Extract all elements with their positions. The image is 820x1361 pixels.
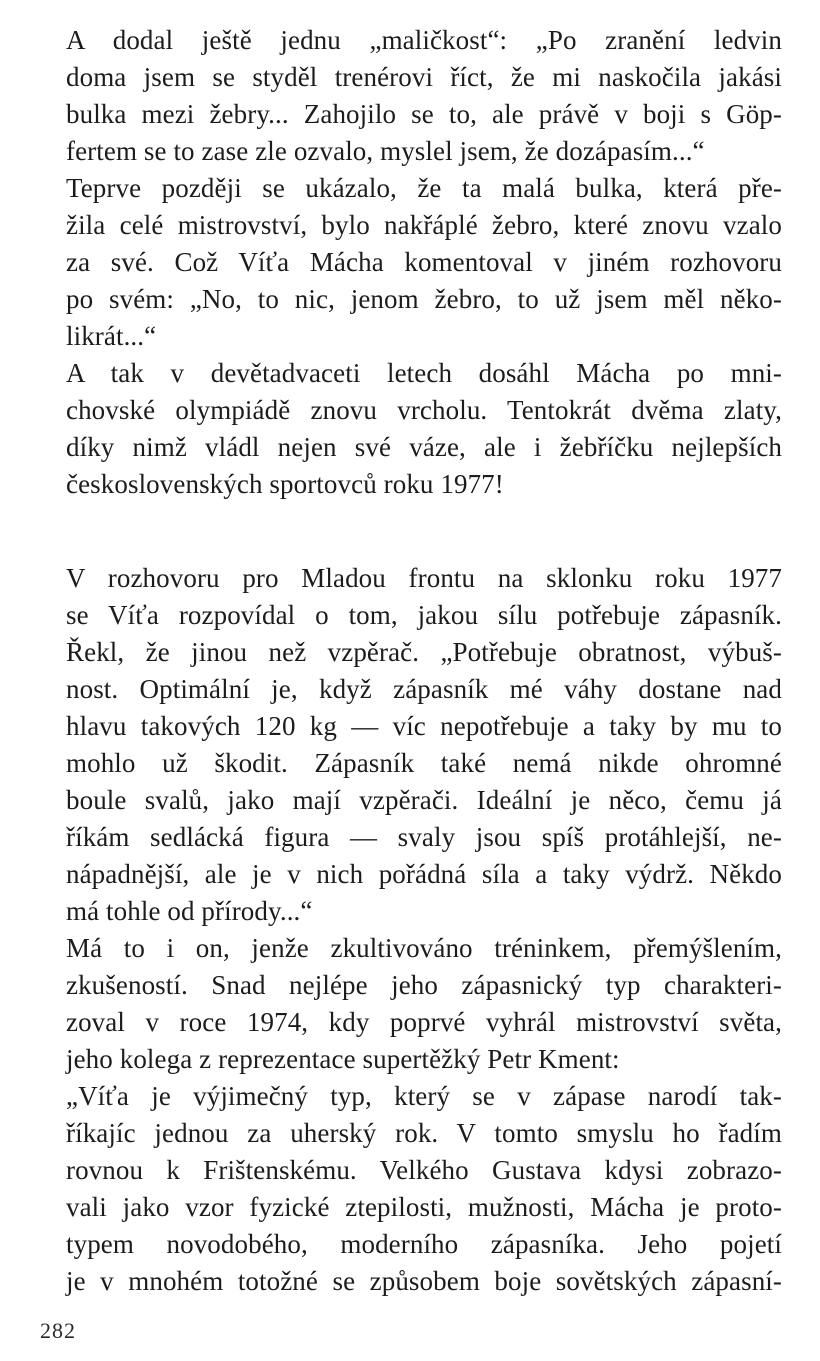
text-line: říkajíc jednou za uherský rok. V tomto smyslu ho řadím [66,1118,782,1148]
text-line: díky nimž vládl nejen své váze, ale i žebříčku nejlepších [66,432,782,462]
text-line: bulka mezi žebry... Zahojilo se to, ale právě v boji s Göp- [66,99,782,129]
text-line: má tohle od přírody...“ [66,896,313,926]
page-number: 282 [40,1318,76,1343]
text-line: hlavu takových 120 kg — víc nepotřebuje a taky by mu to [66,711,782,741]
text-line: doma jsem se styděl trenérovi říct, že mi naskočila jakási [66,62,782,92]
text-line: nápadnější, ale je v nich pořádná síla a taky výdrž. Někdo [66,859,782,889]
text-line: zoval v roce 1974, kdy poprvé vyhrál mistrovství světa, [66,1007,782,1037]
text-section-2 [66,560,782,1300]
text-line: rovnou k Frištenskému. Velkého Gustava kdysi zobrazo- [66,1155,782,1185]
text-line: V rozhovoru pro Mladou frontu na sklonku roku 1977 [66,563,782,593]
text-line: říkám sedlácká figura — svaly jsou spíš protáhlejší, ne- [66,822,782,852]
text-line: československých sportovců roku 1977! [66,469,504,499]
text-line: boule svalů, jako mají vzpěrači. Ideální je něco, čemu já [66,785,782,815]
text-line: chovské olympiádě znovu vrcholu. Tentokrát dvěma zlaty, [66,395,782,425]
text-line: po svém: „No, to nic, jenom žebro, to už jsem měl něko- [66,284,782,314]
text-line: typem novodobého, moderního zápasníka. Jeho pojetí [66,1229,782,1259]
text-line: Řekl, že jinou než vzpěrač. „Potřebuje obratnost, výbuš- [66,637,782,667]
text-line: je v mnohém totožné se způsobem boje sovětských zápasní- [66,1266,782,1296]
text-line: fertem se to zase zle ozvalo, myslel jsem, že dozápasím...“ [66,136,705,166]
text-line: zkušeností. Snad nejlépe jeho zápasnický typ charakteri- [66,970,782,1000]
text-line: „Víťa je výjimečný typ, který se v zápase narodí tak- [66,1081,782,1111]
text-line: mohlo už škodit. Zápasník také nemá nikde ohromné [66,748,782,778]
text-line: vali jako vzor fyzické ztepilosti, mužnosti, Mácha je proto- [66,1192,782,1222]
text-line: likrát...“ [66,321,157,351]
text-line: jeho kolega z reprezentace supertěžký Petr Kment: [66,1044,620,1074]
text-line: za své. Což Víťa Mácha komentoval v jiném rozhovoru [66,247,782,277]
text-section-1 [66,22,782,503]
text-line: A tak v devětadvaceti letech dosáhl Mácha po mni- [66,358,782,388]
text-line: A dodal ještě jednu „maličkost“: „Po zranění ledvin [66,25,782,55]
text-line: Teprve později se ukázalo, že ta malá bulka, která pře- [66,173,782,203]
text-line: nost. Optimální je, když zápasník mé váhy dostane nad [66,674,782,704]
text-line: Má to i on, jenže zkultivováno tréninkem, přemýšlením, [66,933,782,963]
text-line: žila celé mistrovství, bylo nakřáplé žebro, které znovu vzalo [66,210,782,240]
text-line: se Víťa rozpovídal o tom, jakou sílu potřebuje zápasník. [66,600,782,630]
